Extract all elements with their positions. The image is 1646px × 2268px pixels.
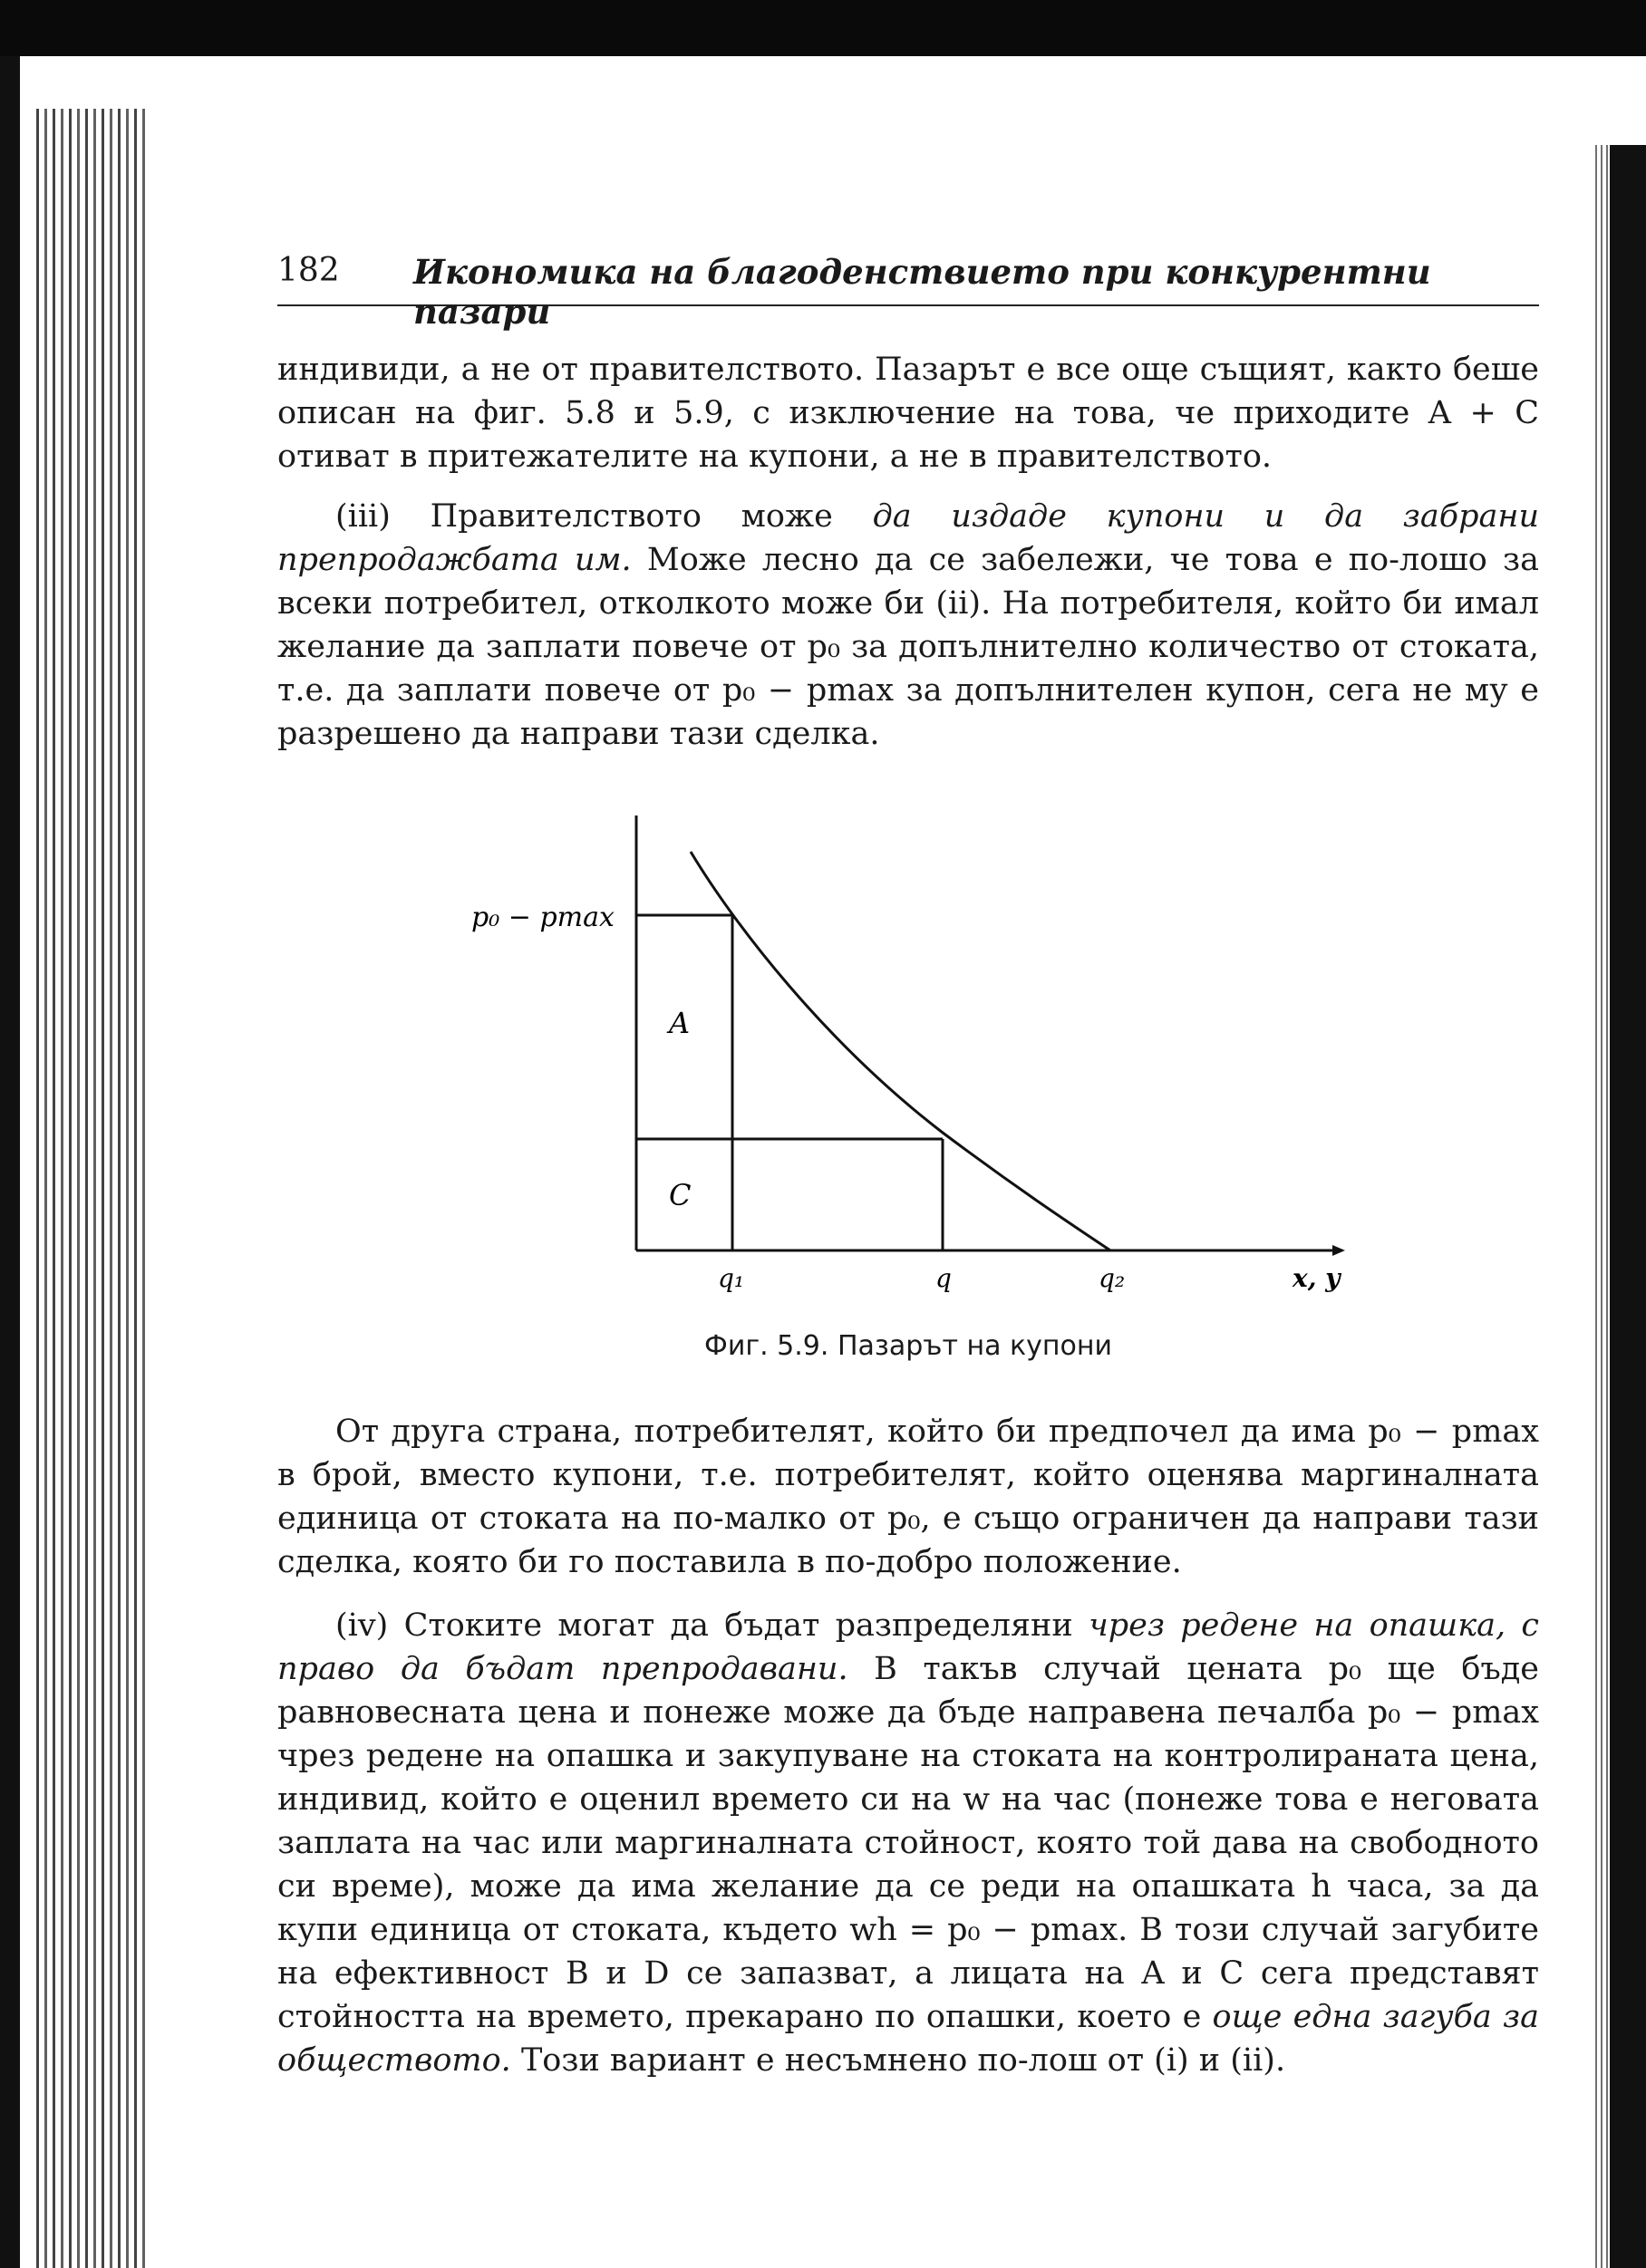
paragraph-text: От друга страна, потребителят, който би предпочел да има p₀ − pmax в брой, вместо купони, т.е. потребителят, който оценява маргиналната единица от стоката на по-малко от p₀, е също ограничен да направи тази сделка, която би го поставила в по-добро положение. [277,1414,1539,1580]
region-label-a: A [669,1006,691,1040]
x-tick-q1: q₁ [718,1263,745,1293]
region-label-c: C [669,1178,692,1212]
paragraph-2 [277,495,1539,756]
figure-svg [435,797,1396,1305]
paragraph-rest-2: Този вариант е несъмнено по-лош от (i) и (ii). [510,2042,1286,2079]
page-header [277,252,1539,332]
page-number: 182 [277,252,340,289]
paragraph-lead: (iii) Правителството може [335,498,873,535]
x-tick-q2: q₂ [1099,1263,1126,1293]
scan-right-shadow [1595,145,1608,2268]
scan-left-edge [0,56,20,2268]
figure-coupon-market [435,797,1396,1305]
scan-left-shadow [36,109,145,2268]
x-tick-q: q [935,1263,952,1293]
x-axis-arrow [1332,1245,1345,1256]
paragraph-lead: (iv) Стоките могат да бъдат разпределяни [335,1607,1089,1644]
paragraph-emphasis: чрез редене на опашка, с право да бъдат препродавани. [277,1607,1539,1687]
paragraph-4 [277,1604,1539,2082]
scan-right-edge [1610,145,1646,2268]
scan-top-border [0,0,1646,56]
running-title: Икономика на благоденствието при конкурентни пазари [413,252,1431,332]
paragraph-emphasis-2: още една загуба за обществото. [277,1999,1539,2079]
paragraph-rest: Може лесно да се забележи, че това е по-лошо за всеки потребител, отколкото може би (ii). На потребителя, който би имал желание да заплати повече от p₀ за допълнително количество от стоката, т.е. да заплати повече от p₀ − pmax за допълнителен купон, сега не му е разрешено да направи тази сделка. [277,542,1540,752]
paragraph-emphasis: да издаде купони и да забрани препродажбата им. [277,498,1539,578]
paragraph-3 [277,1410,1539,1584]
demand-curve [691,852,1110,1250]
paragraph-rest: В такъв случай цената p₀ ще бъде равновесната цена и понеже може да бъде направена печалба p₀ − pmax чрез редене на опашка и закупуване на стоката на контролираната цена, индивид, който е оценил времето си на w на час (понеже това е неговата заплата на час или маргиналната стойност, която той дава на свободното си време), може да има желание да се реди на опашката h часа, за да купи единица от стоката, където wh = p₀ − pmax. В този случай загубите на ефективност B и D се запазват, а лицата на A и C сега представят стойността на времето, прекарано по опашки, което е [277,1651,1539,2035]
x-axis-label: x, y [1293,1263,1341,1293]
paragraph-1 [277,348,1539,478]
paragraph-text: индивиди, а не от правителството. Пазарът е все още същият, както беше описан на фиг. 5.8 и 5.9, с изключение на това, че приходите A + C отиват в притежателите на купони, а не в правителството. [277,352,1539,475]
y-axis-label: p₀ − pmax [471,902,615,933]
figure-caption: Фиг. 5.9. Пазарът на купони [704,1330,1112,1362]
